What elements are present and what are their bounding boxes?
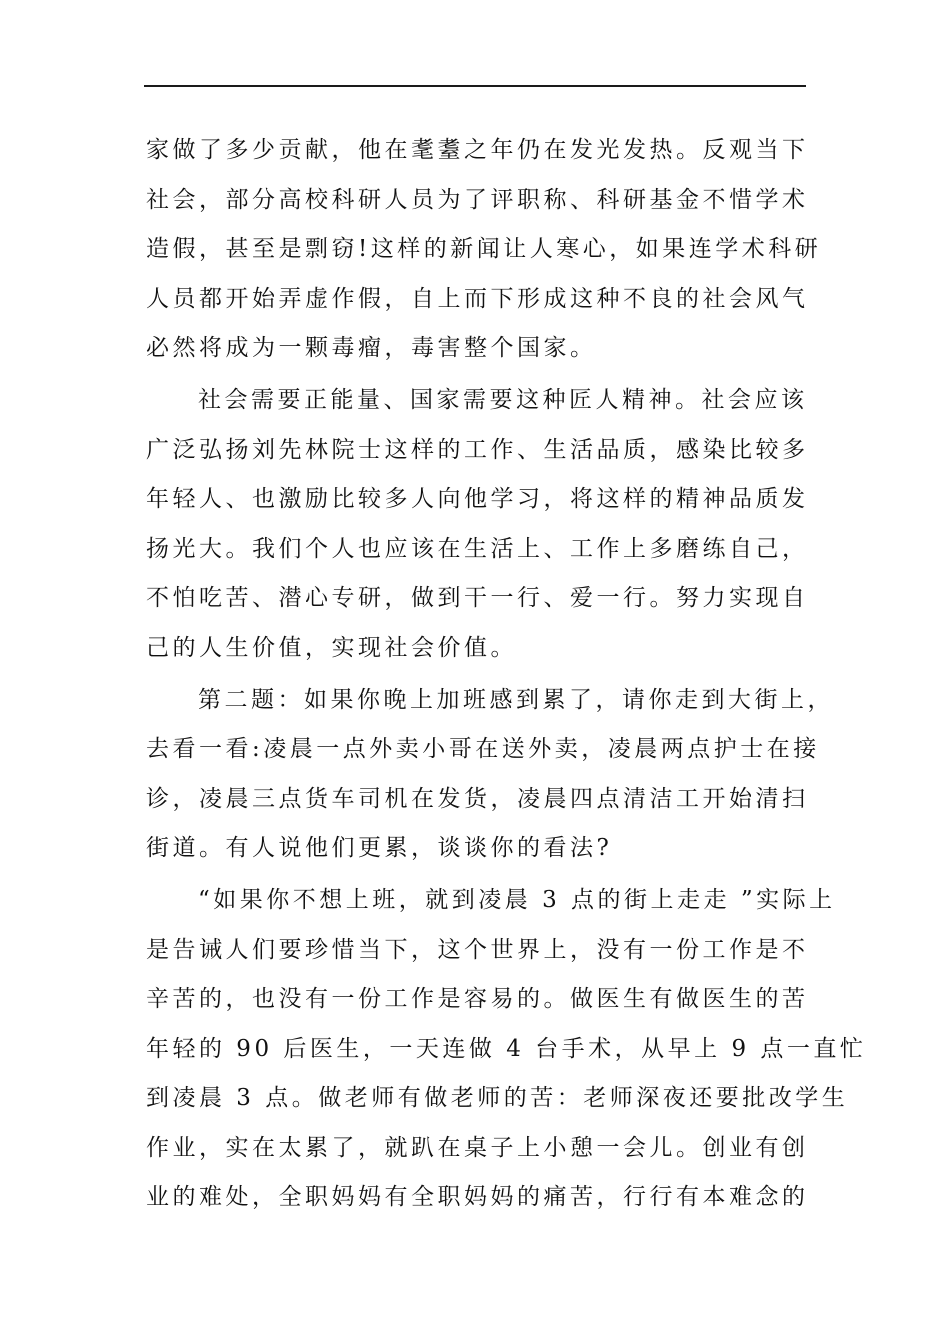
paragraph — [146, 376, 808, 674]
paragraph — [146, 876, 867, 1223]
text-line: 诊，凌晨三点货车司机在发货，凌晨四点清洁工开始清扫 — [146, 785, 809, 812]
text-line: 社会，部分高校科研人员为了评职称、科研基金不惜学术 — [146, 186, 809, 213]
text-line: 是告诫人们要珍惜当下，这个世界上，没有一份工作是不 — [146, 936, 809, 963]
text-line: 必然将成为一颗毒瘤，毒害整个国家。 — [146, 335, 597, 362]
text-line: 人员都开始弄虚作假，自上而下形成这种不良的社会风气 — [146, 285, 809, 312]
body-text — [146, 126, 867, 1223]
text-line: 不怕吃苦、潜心专研，做到干一行、爱一行。努力实现自 — [146, 585, 809, 612]
text-line: 年轻的 90 后医生，一天连做 4 台手术，从早上 9 点一直忙 — [146, 1035, 867, 1062]
text-line: 街道。有人说他们更累，谈谈你的看法? — [146, 835, 613, 862]
text-line: 业的难处，全职妈妈有全职妈妈的痛苦，行行有本难念的 — [146, 1184, 809, 1211]
text-line: 年轻人、也激励比较多人向他学习，将这样的精神品质发 — [146, 486, 809, 513]
header-rule — [144, 85, 806, 87]
text-line: 社会需要正能量、国家需要这种匠人精神。社会应该 — [198, 386, 808, 413]
text-line: 广泛弘扬刘先林院士这样的工作、生活品质，感染比较多 — [146, 436, 809, 463]
text-line: 去看一看:凌晨一点外卖小哥在送外卖，凌晨两点护士在接 — [146, 736, 820, 763]
text-line: 作业，实在太累了，就趴在桌子上小憩一会儿。创业有创 — [146, 1134, 809, 1161]
paragraph — [146, 126, 822, 374]
text-line: 扬光大。我们个人也应该在生活上、工作上多磨练自己， — [146, 535, 809, 562]
paragraph — [146, 676, 834, 874]
text-line: 辛苦的，也没有一份工作是容易的。做医生有做医生的苦 — [146, 986, 809, 1013]
text-line: 家做了多少贡献，他在耄耋之年仍在发光发热。反观当下 — [146, 137, 809, 163]
text-line: 己的人生价值，实现社会价值。 — [146, 634, 517, 661]
text-line: 到凌晨 3 点。做老师有做老师的苦：老师深夜还要批改学生 — [146, 1085, 849, 1112]
text-line: “如果你不想上班，就到凌晨 3 点的街上走走 ”实际上 — [198, 886, 836, 913]
text-line: 第二题：如果你晚上加班感到累了，请你走到大街上， — [198, 686, 834, 713]
text-line: 造假，甚至是剽窃!这样的新闻让人寒心，如果连学术科研 — [146, 236, 822, 263]
